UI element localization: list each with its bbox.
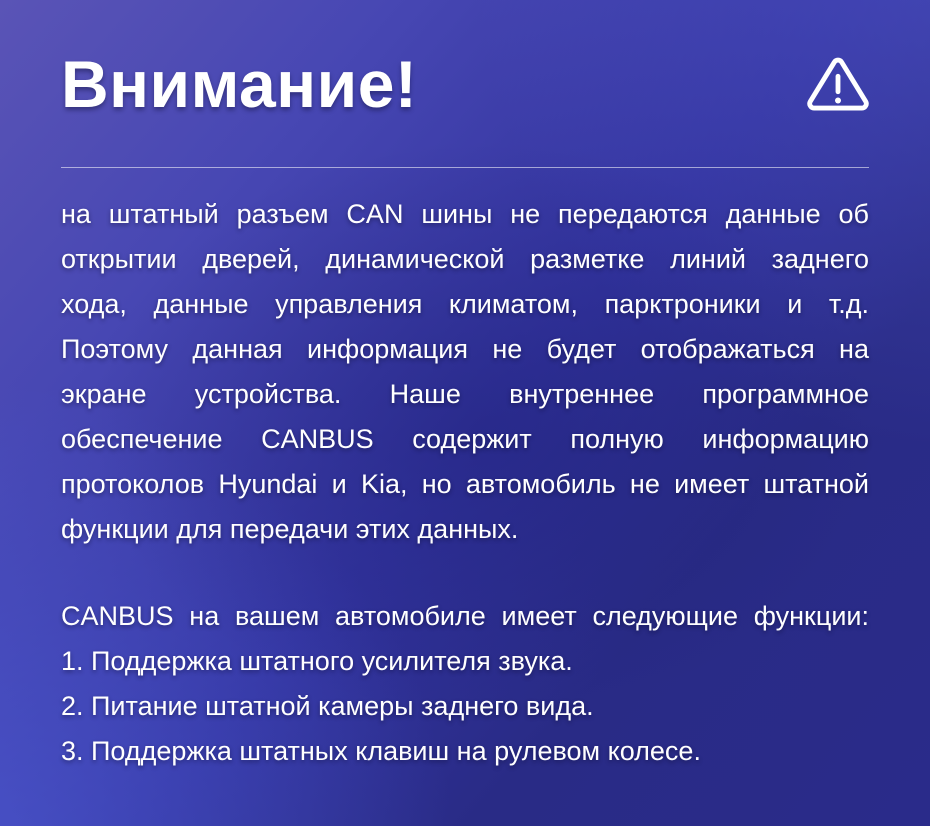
- function-list: [61, 639, 869, 774]
- paragraph-line: на штатный разъем CAN шины не передаются данные об: [61, 199, 869, 229]
- paragraph-line: протоколов Hyundai и Kia, но автомобиль не имеет штатной: [61, 469, 869, 499]
- paragraph-line: хода, данные управления климатом, парктроники и т.д.: [61, 289, 869, 319]
- body-paragraph: [61, 192, 869, 552]
- paragraph-line: Поэтому данная информация не будет отображаться на: [61, 334, 869, 364]
- divider: [61, 167, 869, 168]
- list-item: 3. Поддержка штатных клавиш на рулевом колесе.: [61, 736, 701, 766]
- list-item: 2. Питание штатной камеры заднего вида.: [61, 691, 594, 721]
- paragraph-line: обеспечение CANBUS содержит полную информацию: [61, 424, 869, 454]
- paragraph-line: открытии дверей, динамической разметке линий заднего: [61, 244, 869, 274]
- page-title: Внимание!: [61, 47, 418, 121]
- warning-triangle-icon: [807, 56, 869, 114]
- paragraph-line: экране устройства. Наше внутреннее программное: [61, 379, 869, 409]
- list-header: CANBUS на вашем автомобиле имеет следующие функции:: [61, 601, 869, 631]
- paragraph-line: функции для передачи этих данных.: [61, 514, 519, 544]
- notice-header: [61, 0, 869, 122]
- list-item: 1. Поддержка штатного усилителя звука.: [61, 646, 573, 676]
